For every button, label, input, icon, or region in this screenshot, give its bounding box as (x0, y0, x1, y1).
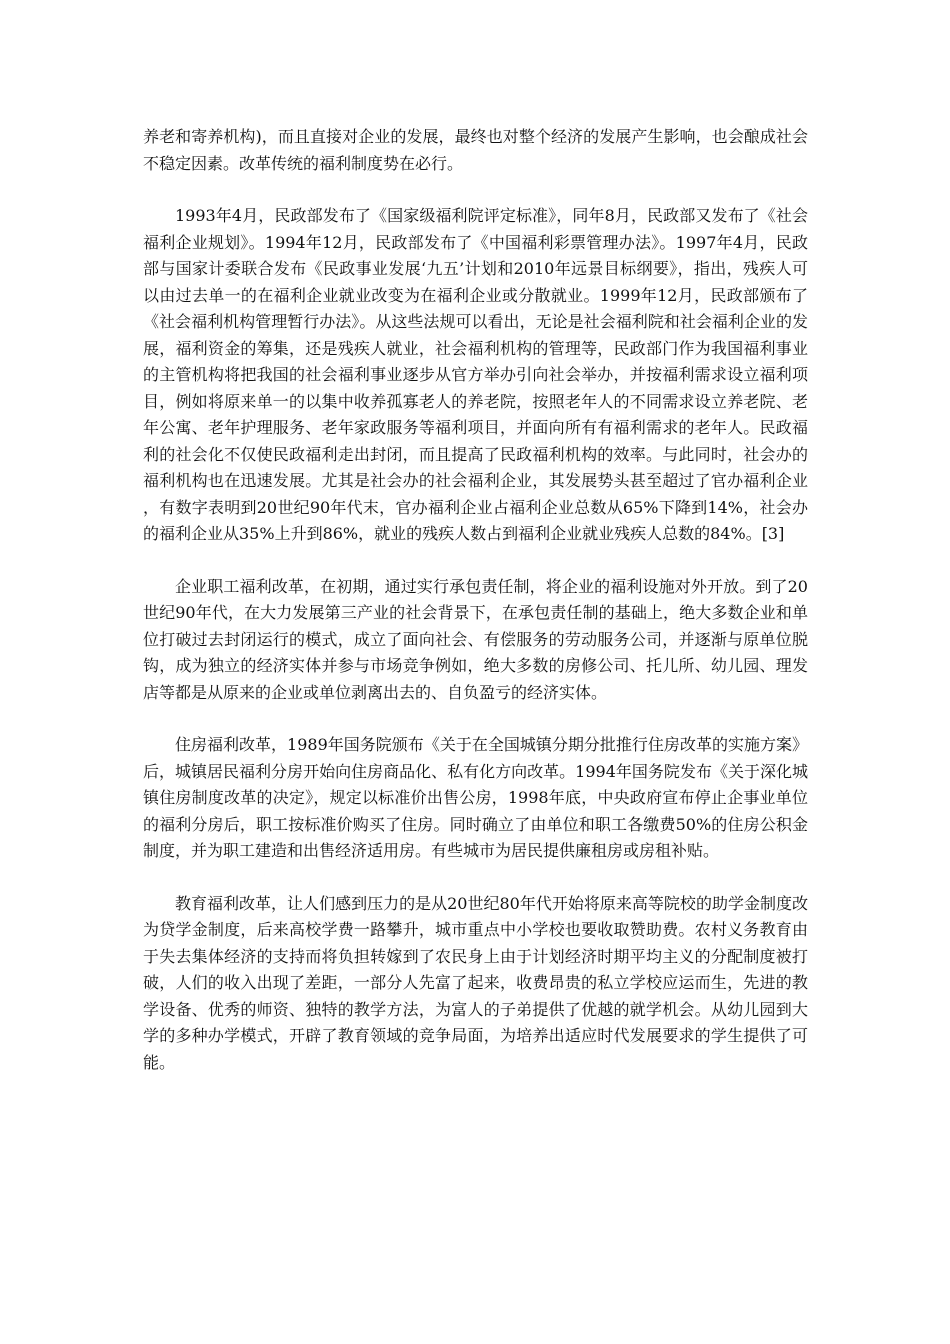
paragraph-welfare-reform-intro: 养老和寄养机构)，而且直接对企业的发展，最终也对整个经济的发展产生影响，也会酿成社会不稳定因素。改革传统的福利制度势在必行。 (143, 127, 808, 173)
document-body (143, 124, 808, 1102)
paragraph-civil-affairs-welfare: 1993年4月，民政部发布了《国家级福利院评定标准》，同年8月，民政部又发布了《社会福利企业规划》。1994年12月，民政部发布了《中国福利彩票管理办法》。1997年4月，民政部与国家计委联合发布《民政事业发展‘九五’计划和2010年远景目标纲要》，指出，残疾人可以由过去单一的在福利企业就业改变为在福利企业或分散就业。1999年12月，民政部颁布了《社会福利机构管理暂行办法》。从这些法规可以看出，无论是社会福利院和社会福利企业的发展，福利资金的筹集，还是残疾人就业，社会福利机构的管理等，民政部门作为我国福利事业的主管机构将把我国的社会福利事业逐步从官方举办引向社会举办，并按福利需求设立福利项目，例如将原来单一的以集中收养孤寡老人的养老院，按照老年人的不同需求设立养老院、老年公寓、老年护理服务、老年家政服务等福利项目，并面向所有有福利需求的老年人。民政福利的社会化不仅使民政福利走出封闭，而且提高了民政福利机构的效率。与此同时，社会办的福利机构也在迅速发展。尤其是社会办的社会福利企业，其发展势头甚至超过了官办福利企业，有数字表明到20世纪90年代末，官办福利企业占福利企业总数从65%下降到14%，社会办的福利企业从35%上升到86%，就业的残疾人数占到福利企业就业残疾人总数的84%。[3] (143, 206, 808, 543)
paragraph-housing-welfare: 住房福利改革，1989年国务院颁布《关于在全国城镇分期分批推行住房改革的实施方案》后，城镇居民福利分房开始向住房商品化、私有化方向改革。1994年国务院发布《关于深化城镇住房制度改革的决定》，规定以标准价出售公房，1998年底，中央政府宣布停止企事业单位的福利分房后，职工按标准价购买了住房。同时确立了由单位和职工各缴费50%的住房公积金制度，并为职工建造和出售经济适用房。有些城市为居民提供廉租房或房租补贴。 (143, 735, 808, 860)
paragraph-enterprise-welfare: 企业职工福利改革，在初期，通过实行承包责任制，将企业的福利设施对外开放。到了20世纪90年代，在大力发展第三产业的社会背景下，在承包责任制的基础上，绝大多数企业和单位打破过去封闭运行的模式，成立了面向社会、有偿服务的劳动服务公司，并逐渐与原单位脱钩，成为独立的经济实体并参与市场竞争例如，绝大多数的房修公司、托儿所、幼儿园、理发店等都是从原来的企业或单位剥离出去的、自负盈亏的经济实体。 (143, 576, 808, 702)
paragraph-education-welfare: 教育福利改革，让人们感到压力的是从20世纪80年代开始将原来高等院校的助学金制度改为贷学金制度，后来高校学费一路攀升，城市重点中小学校也要收取赞助费。农村义务教育由于失去集体经济的支持而将负担转嫁到了农民身上由于计划经济时期平均主义的分配制度被打破，人们的收入出现了差距，一部分人先富了起来，收费昂贵的私立学校应运而生，先进的教学设备、优秀的师资、独特的教学方法，为富人的子弟提供了优越的就学机会。从幼儿园到大学的多种办学模式，开辟了教育领域的竞争局面，为培养出适应时代发展要求的学生提供了可能。 (143, 893, 808, 1072)
